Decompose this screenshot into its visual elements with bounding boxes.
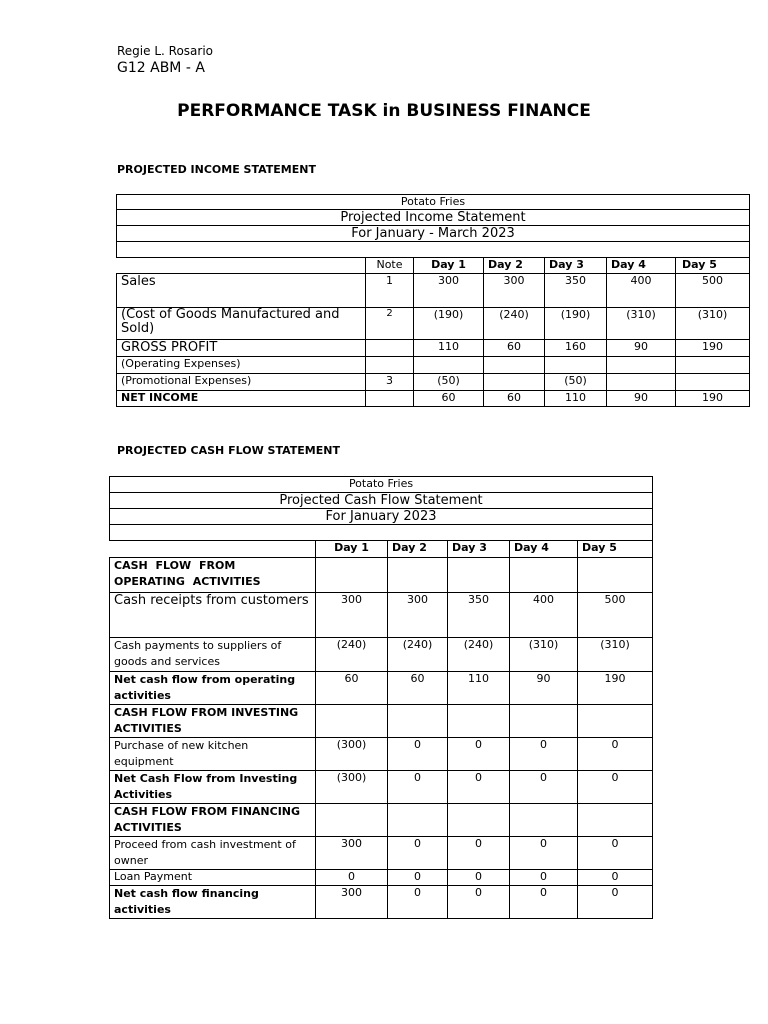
table-row	[117, 374, 750, 391]
income-note	[366, 357, 414, 374]
cash-cell: 300	[316, 593, 388, 638]
cash-cell: 0	[388, 837, 448, 870]
cash-row-label: Proceed from cash investment of owner	[110, 837, 316, 870]
income-col-header: Day 5	[676, 258, 750, 274]
cash-cell	[316, 804, 388, 837]
cash-cell	[510, 705, 578, 738]
table-row	[110, 738, 653, 771]
cash-cell: 0	[388, 886, 448, 919]
cash-cell: (310)	[510, 638, 578, 672]
cash-cell	[316, 705, 388, 738]
table-row	[110, 837, 653, 870]
cash-cell	[448, 558, 510, 593]
cash-cell: 0	[578, 738, 653, 771]
income-cell: (190)	[414, 308, 484, 340]
income-note	[366, 340, 414, 357]
cash-col-header: Day 1	[316, 541, 388, 558]
cash-corner-cell	[110, 541, 316, 558]
income-cell: 60	[484, 391, 545, 407]
cash-cell: 0	[448, 738, 510, 771]
income-row-label: (Cost of Goods Manufactured and Sold)	[117, 308, 366, 340]
income-cell: (50)	[414, 374, 484, 391]
cash-row-label: Net cash flow financing activities	[110, 886, 316, 919]
cash-cell: 0	[448, 886, 510, 919]
income-corner-cell	[117, 258, 366, 274]
income-cell: 90	[607, 340, 676, 357]
cash-cell	[510, 804, 578, 837]
income-col-header: Day 3	[545, 258, 607, 274]
cash-col-header: Day 2	[388, 541, 448, 558]
income-note	[366, 391, 414, 407]
cash-cell	[388, 804, 448, 837]
cash-cell: 190	[578, 672, 653, 705]
table-row	[110, 558, 653, 593]
student-name: Regie L. Rosario	[117, 44, 213, 58]
cash-blank-row	[110, 525, 653, 541]
cash-cell	[510, 558, 578, 593]
table-row	[117, 340, 750, 357]
cash-cell: 0	[448, 771, 510, 804]
cash-row-label: CASH FLOW FROM FINANCING ACTIVITIES	[110, 804, 316, 837]
income-cell: 300	[414, 274, 484, 308]
cash-cell: 60	[316, 672, 388, 705]
cash-period: For January 2023	[110, 509, 653, 525]
income-row-label: (Operating Expenses)	[117, 357, 366, 374]
table-row	[110, 870, 653, 886]
cash-row-label: Purchase of new kitchen equipment	[110, 738, 316, 771]
cash-cell: 0	[510, 870, 578, 886]
income-col-header: Day 4	[607, 258, 676, 274]
cash-cell: (240)	[448, 638, 510, 672]
cash-cell	[388, 705, 448, 738]
cash-cell: 0	[578, 771, 653, 804]
table-row	[110, 593, 653, 638]
cash-cell: 0	[510, 738, 578, 771]
cash-cell	[448, 804, 510, 837]
cash-cell: 300	[316, 837, 388, 870]
income-cell	[545, 357, 607, 374]
cash-row-label: Cash receipts from customers	[110, 593, 316, 638]
cash-cell: 0	[388, 870, 448, 886]
income-cell: (310)	[676, 308, 750, 340]
income-note: 2	[366, 308, 414, 340]
income-cell: 190	[676, 391, 750, 407]
cash-cell: 60	[388, 672, 448, 705]
income-cell	[607, 374, 676, 391]
income-cell	[676, 357, 750, 374]
income-col-header: Note	[366, 258, 414, 274]
cash-row-label: Net Cash Flow from Investing Activities	[110, 771, 316, 804]
cash-cell: (240)	[388, 638, 448, 672]
income-cell: 110	[545, 391, 607, 407]
income-cell: 190	[676, 340, 750, 357]
income-cell	[484, 374, 545, 391]
cash-cell: (240)	[316, 638, 388, 672]
cash-col-header: Day 5	[578, 541, 653, 558]
cash-row-label: CASH FLOW FROM OPERATING ACTIVITIES	[110, 558, 316, 593]
cash-row-label: Loan Payment	[110, 870, 316, 886]
cash-cell: 90	[510, 672, 578, 705]
income-cell: 110	[414, 340, 484, 357]
cash-flow-heading: PROJECTED CASH FLOW STATEMENT	[117, 444, 340, 457]
document-title: PERFORMANCE TASK in BUSINESS FINANCE	[177, 101, 591, 121]
cash-cell: 0	[388, 771, 448, 804]
table-row	[117, 308, 750, 340]
income-cell: 300	[484, 274, 545, 308]
cash-cell: 300	[316, 886, 388, 919]
income-statement-table	[116, 194, 750, 407]
income-cell: 90	[607, 391, 676, 407]
income-cell: (190)	[545, 308, 607, 340]
income-cell	[607, 357, 676, 374]
table-row	[110, 672, 653, 705]
cash-cell	[316, 558, 388, 593]
cash-cell: 0	[578, 886, 653, 919]
income-cell: 400	[607, 274, 676, 308]
income-col-header: Day 2	[484, 258, 545, 274]
cash-cell: (300)	[316, 738, 388, 771]
cash-statement-title: Projected Cash Flow Statement	[110, 493, 653, 509]
income-cell: (50)	[545, 374, 607, 391]
income-cell: 500	[676, 274, 750, 308]
cash-cell: 0	[448, 870, 510, 886]
cash-cell: 0	[388, 738, 448, 771]
cash-cell	[578, 804, 653, 837]
income-cell: 60	[414, 391, 484, 407]
income-cell: 160	[545, 340, 607, 357]
cash-cell: 0	[578, 870, 653, 886]
income-row-label: NET INCOME	[117, 391, 366, 407]
student-section: G12 ABM - A	[117, 60, 205, 76]
income-row-label: Sales	[117, 274, 366, 308]
income-cell	[414, 357, 484, 374]
income-row-label: (Promotional Expenses)	[117, 374, 366, 391]
income-period: For January - March 2023	[117, 226, 750, 242]
income-cell: 60	[484, 340, 545, 357]
table-row	[110, 705, 653, 738]
income-statement-title: Projected Income Statement	[117, 210, 750, 226]
cash-col-header: Day 4	[510, 541, 578, 558]
cash-cell	[578, 705, 653, 738]
cash-cell: (300)	[316, 771, 388, 804]
income-cell: 350	[545, 274, 607, 308]
cash-row-label: CASH FLOW FROM INVESTING ACTIVITIES	[110, 705, 316, 738]
cash-cell: 350	[448, 593, 510, 638]
income-cell	[676, 374, 750, 391]
cash-company: Potato Fries	[110, 477, 653, 493]
income-cell: (240)	[484, 308, 545, 340]
cash-cell	[578, 558, 653, 593]
cash-cell: 500	[578, 593, 653, 638]
table-row	[110, 771, 653, 804]
cash-col-header: Day 3	[448, 541, 510, 558]
cash-cell: 110	[448, 672, 510, 705]
cash-cell	[448, 705, 510, 738]
cash-cell: (310)	[578, 638, 653, 672]
income-company: Potato Fries	[117, 195, 750, 210]
cash-cell: 0	[510, 837, 578, 870]
table-row	[117, 274, 750, 308]
income-blank-row	[117, 242, 750, 258]
table-row	[117, 391, 750, 407]
income-note: 1	[366, 274, 414, 308]
table-row	[117, 357, 750, 374]
cash-row-label: Cash payments to suppliers of goods and services	[110, 638, 316, 672]
income-note: 3	[366, 374, 414, 391]
cash-cell: 400	[510, 593, 578, 638]
income-statement-heading: PROJECTED INCOME STATEMENT	[117, 163, 316, 176]
cash-cell: 300	[388, 593, 448, 638]
cash-cell: 0	[510, 886, 578, 919]
income-row-label: GROSS PROFIT	[117, 340, 366, 357]
cash-cell: 0	[448, 837, 510, 870]
table-row	[110, 886, 653, 919]
cash-flow-table	[109, 476, 653, 919]
income-cell: (310)	[607, 308, 676, 340]
table-row	[110, 804, 653, 837]
income-cell	[484, 357, 545, 374]
income-col-header: Day 1	[414, 258, 484, 274]
table-row	[110, 638, 653, 672]
cash-cell	[388, 558, 448, 593]
cash-cell: 0	[578, 837, 653, 870]
cash-cell: 0	[510, 771, 578, 804]
cash-row-label: Net cash flow from operating activities	[110, 672, 316, 705]
cash-cell: 0	[316, 870, 388, 886]
